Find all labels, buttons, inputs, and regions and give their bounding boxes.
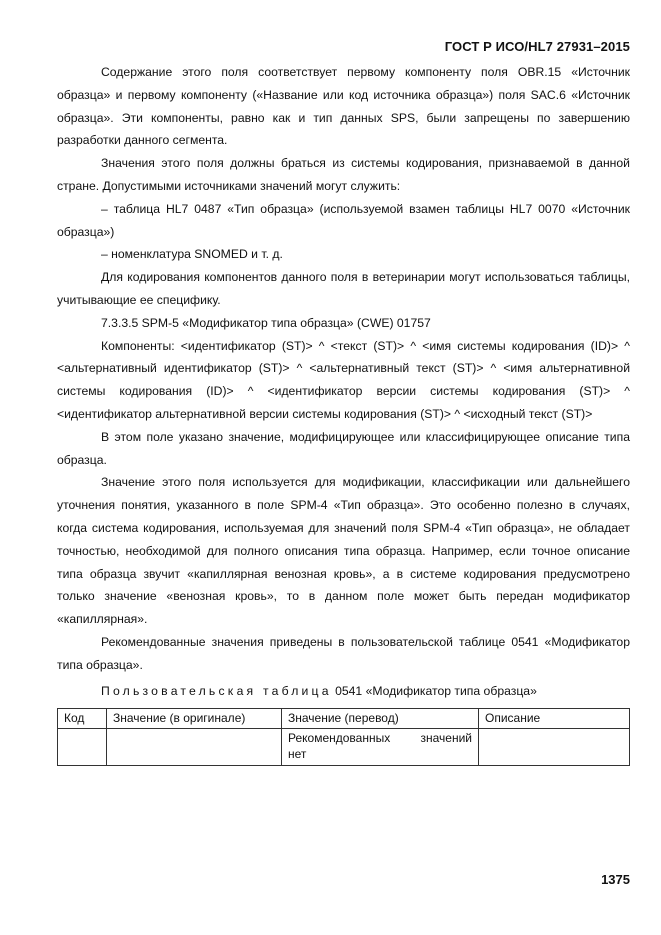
column-header-original: Значение (в оригинале) — [107, 709, 282, 729]
section-heading: 7.3.3.5 SPM-5 «Модификатор типа образца» (CWE) 01757 — [101, 315, 431, 330]
cell-translation — [282, 728, 479, 765]
table-caption — [57, 680, 630, 703]
cell-original — [107, 728, 282, 765]
cell-description — [479, 728, 630, 765]
document-body — [57, 61, 630, 766]
paragraph: Значение этого поля используется для модификации, классификации или дальнейшего уточнения понятия, указанного в поле SPM-4 «Тип образца». Это особенно полезно в случаях, когда система кодирования, используемая для значений поля SPM-4 «Тип образца», не обладает точностью, необходимой для полного описания типа образца. Например, если точное описание типа образца звучит «капиллярная венозная кровь», а в системе кодирования предусмотрено только значение «венозная кровь», то в данном поле может быть передан модификатор «капиллярная». — [57, 475, 630, 627]
paragraph: Для кодирования компонентов данного поля в ветеринарии могут использоваться таблицы, учитывающие ее специфику. — [57, 270, 630, 307]
paragraph: В этом поле указано значение, модифицирующее или классифицирующее описание типа образца. — [57, 429, 630, 467]
table-caption-label: Пользовательская таблица — [101, 683, 332, 698]
column-header-description: Описание — [479, 709, 630, 729]
paragraph: Значения этого поля должны браться из системы кодирования, признаваемой в данной стране. Допустимыми источниками значений могут служить: — [57, 156, 630, 193]
table-caption-title: 0541 «Модификатор типа образца» — [335, 683, 537, 698]
list-item: – таблица HL7 0487 «Тип образца» (используемой взамен таблицы HL7 0070 «Источник образца») — [57, 201, 630, 239]
paragraph: Компоненты: <идентификатор (ST)> ^ <текст (ST)> ^ <имя системы кодирования (ID)> ^ <альтернативный идентификатор (ST)> ^ <альтернативный текст (ST)> ^ <имя альтернативной системы кодирования (ID)> ^ <идентификатор версии системы кодирования (ST)> ^ <идентификатор альтернативной версии системы кодирования (ST)> ^ <исходный текст (ST)> — [57, 338, 630, 421]
cell-translation-line: Рекомендованных значений — [288, 730, 472, 745]
cell-code — [58, 728, 107, 765]
document-header: ГОСТ Р ИСО/HL7 27931–2015 — [444, 39, 630, 54]
page-number: 1375 — [601, 872, 630, 887]
paragraph: Содержание этого поля соответствует первому компоненту поля OBR.15 «Источник образца» и первому компоненту («Название или код источника образца») поля SAC.6 «Источник образца». Эти компоненты, равно как и тип данных SPS, были запрещены по завершению разработки данного сегмента. — [57, 65, 630, 148]
table-header-row — [58, 709, 630, 729]
list-item: – номенклатура SNOMED и т. д. — [101, 247, 283, 262]
user-table — [57, 708, 630, 766]
column-header-translation: Значение (перевод) — [282, 709, 479, 729]
paragraph: Рекомендованные значения приведены в пользовательской таблице 0541 «Модификатор типа образца». — [57, 634, 630, 672]
column-header-code: Код — [58, 709, 107, 729]
table-row — [58, 728, 630, 765]
cell-translation-line: нет — [288, 747, 307, 762]
